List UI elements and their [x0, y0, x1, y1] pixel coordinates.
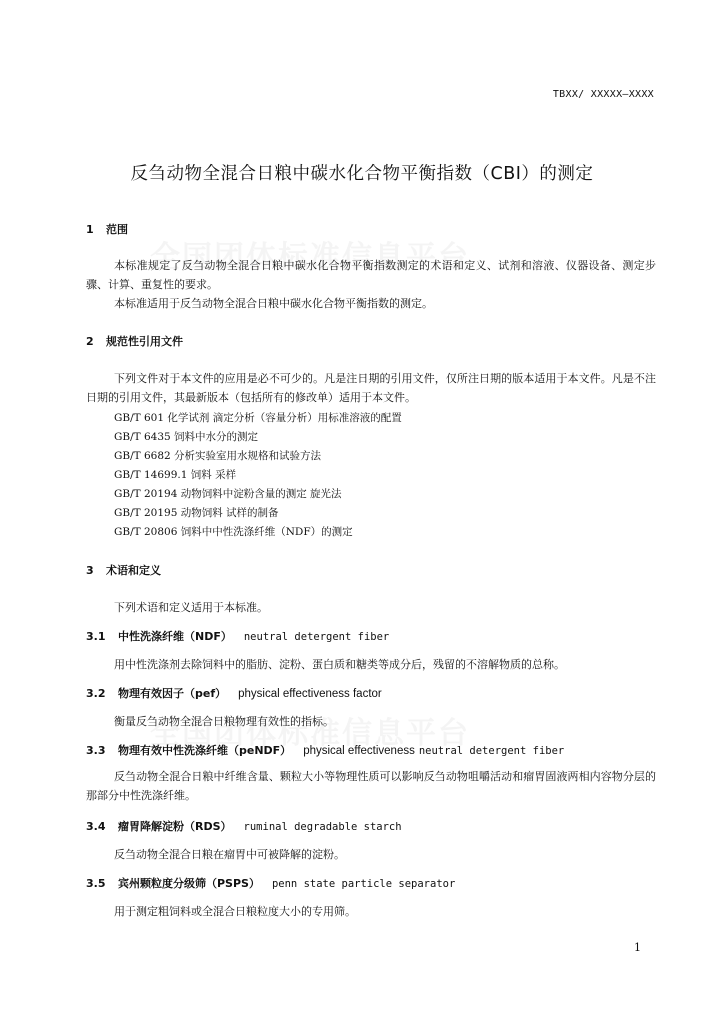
reference-item: GB/T 20195 动物饲料 试样的制备	[114, 507, 279, 519]
scope-paragraph: 本标准规定了反刍动物全混合日粮中碳水化合物平衡指数测定的术语和定义、试剂和溶液、仪器设备、测定步骤、计算、重复性的要求。	[86, 259, 656, 291]
reference-item: GB/T 20194 动物饲料中淀粉含量的测定 旋光法	[114, 488, 342, 500]
normative-intro: 下列文件对于本文件的应用是必不可少的。凡是注日期的引用文件，仅所注日期的版本适用于本文件。凡是不注日期的引用文件，其最新版本（包括所有的修改单）适用于本文件。	[86, 372, 656, 404]
term-definition: 用中性洗涤剂去除饲料中的脂肪、淀粉、蛋白质和糖类等成分后，残留的不溶解物质的总称。	[114, 658, 565, 671]
term-definition: 衡量反刍动物全混合日粮物理有效性的指标。	[114, 715, 334, 728]
scope-paragraph: 本标准适用于反刍动物全混合日粮中碳水化合物平衡指数的测定。	[114, 297, 433, 310]
term-heading: 3.2 物理有效因子（pef） physical effectiveness factor	[86, 687, 382, 700]
page-number: 1	[634, 941, 641, 954]
term-heading: 3.4 瘤胃降解淀粉（RDS） ruminal degradable starch	[86, 820, 402, 833]
document-title: 反刍动物全混合日粮中碳水化合物平衡指数（CBI）的测定	[130, 164, 594, 184]
section-heading: 2 规范性引用文件	[86, 335, 183, 348]
reference-item: GB/T 6435 饲料中水分的测定	[114, 431, 259, 443]
term-definition: 用于测定粗饲料或全混合日粮粒度大小的专用筛。	[114, 905, 356, 918]
reference-item: GB/T 6682 分析实验室用水规格和试验方法	[114, 450, 322, 462]
term-definition: 反刍动物全混合日粮在瘤胃中可被降解的淀粉。	[114, 848, 345, 861]
term-heading: 3.1 中性洗涤纤维（NDF） neutral detergent fiber	[86, 630, 390, 643]
reference-item: GB/T 14699.1 饲料 采样	[114, 469, 237, 481]
standard-code: TBXX/ XXXXX—XXXX	[552, 89, 654, 100]
reference-item: GB/T 601 化学试剂 滴定分析（容量分析）用标准溶液的配置	[114, 412, 402, 424]
term-heading: 3.3 物理有效中性洗涤纤维（peNDF） physical effectiveness neutral detergent fiber	[86, 744, 565, 757]
section-heading: 3 术语和定义	[86, 564, 161, 577]
terms-intro: 下列术语和定义适用于本标准。	[114, 601, 268, 614]
term-heading: 3.5 宾州颗粒度分级筛（PSPS） penn state particle separator	[86, 877, 456, 890]
section-heading: 1 范围	[86, 223, 128, 236]
term-definition: 反刍动物全混合日粮中纤维含量、颗粒大小等物理性质可以影响反刍动物咀嚼活动和瘤胃固液两相内容物分层的那部分中性洗涤纤维。	[86, 770, 656, 802]
reference-item: GB/T 20806 饲料中中性洗涤纤维（NDF）的测定	[114, 526, 353, 538]
